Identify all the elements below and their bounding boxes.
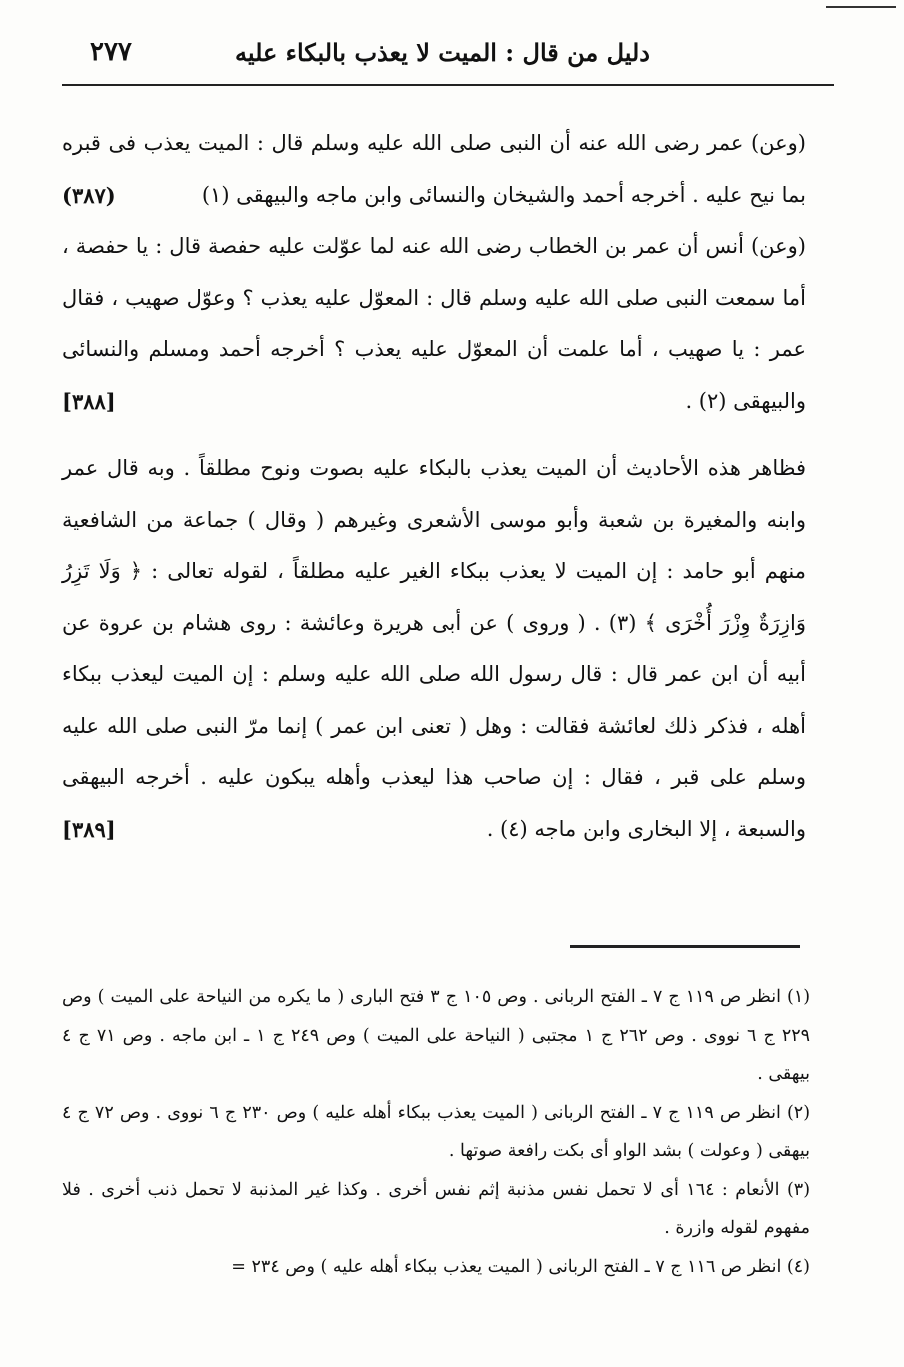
paragraph-gap (62, 427, 806, 443)
top-corner-rule (826, 6, 896, 8)
hadith-paragraph (62, 118, 806, 221)
page-number: ٢٧٧ (90, 37, 132, 67)
header-rule (62, 84, 834, 86)
hadith-text: (وعن) أنس أن عمر بن الخطاب رضى الله عنه لما عوّلت عليه حفصة قال : يا حفصة ، أما سمعت النبى صلى الله عليه وسلم قال : المعوّل عليه يعذب ؟ وعوّل صهيب ، فقال عمر : يا صهيب ، أما علمت أن المعوّل عليه يعذب ؟ أخرجه أحمد ومسلم والنسائى والبيهقى (٢) . (62, 234, 806, 413)
hadith-paragraph (62, 221, 806, 427)
commentary-paragraph (62, 443, 806, 855)
footnote: (٣) الأنعام : ١٦٤ أى لا تحمل نفس مذنبة إثم نفس أخرى . وكذا غير المذنبة لا تحمل ذنب أخرى . فلا مفهوم لقوله وازرة . (62, 1179, 811, 1238)
hadith-number: (٣٨٧) (62, 182, 116, 208)
footnote: (٤) انظر ص ١١٦ ج ٧ ـ الفتح الربانى ( الميت يعذب ببكاء أهله عليه ) وص ٢٣٤ = (231, 1256, 810, 1277)
footnote: (٢) انظر ص ١١٩ ج ٧ ـ الفتح الربانى ( الميت يعذب ببكاء أهله عليه ) وص ٢٣٠ ج ٦ نووى . وص ٧٢ ج ٤ بيهقى ( وعولت ) بشد الواو أى بكت رافعة صوتها . (62, 1102, 811, 1161)
commentary-text: فظاهر هذه الأحاديث أن الميت يعذب بالبكاء عليه بصوت ونوح مطلقاً . وبه قال عمر وابنه والمغيرة بن شعبة وأبو موسى الأشعرى وغيرهم ( وقال ) جماعة من الشافعية منهم أبو حامد : إن الميت لا يعذب ببكاء الغير عليه مطلقاً ، لقوله تعالى : ﴿ وَلَا تَزِرُ وَازِرَةٌ وِزْرَ أُخْرَى ﴾ (٣) . ( وروى ) عن أبى هريرة وعائشة : روى هشام بن عروة عن أبيه أن ابن عمر قال : قال رسول الله صلى الله عليه وسلم : إن الميت ليعذب ببكاء أهله ، فذكر ذلك لعائشة فقالت : وهل ( تعنى ابن عمر ) إنما مرّ النبى صلى الله عليه وسلم على قبر ، فقال : إن صاحب هذا ليعذب وأهله يبكون عليه . أخرجه البيهقى والسبعة ، إلا البخارى وابن ماجه (٤) . (62, 456, 806, 841)
hadith-number: [٣٨٩] (62, 816, 116, 842)
hadith-text: (وعن) عمر رضى الله عنه أن النبى صلى الله عليه وسلم قال : الميت يعذب فى قبره بما نيح عليه . أخرجه أحمد والشيخان والنسائى وابن ماجه والبيهقى (١) (62, 131, 806, 207)
footnotes (62, 978, 810, 1286)
main-text (62, 118, 806, 855)
hadith-number: [٣٨٨] (62, 388, 116, 414)
footnote-separator (570, 945, 800, 948)
running-header (90, 32, 650, 72)
footnote: (١) انظر ص ١١٩ ج ٧ ـ الفتح الربانى . وص ١٠٥ ج ٣ فتح البارى ( ما يكره من النياحة على الميت ) وص ٢٢٩ ج ٦ نووى . وص ٢٦٢ ج ١ مجتبى ( النياحة على الميت ) وص ٢٤٩ ج ١ ـ ابن ماجه . وص ٧١ ج ٤ بيهقى . (62, 987, 811, 1084)
running-title: دليل من قال : الميت لا يعذب بالبكاء عليه (234, 37, 650, 67)
